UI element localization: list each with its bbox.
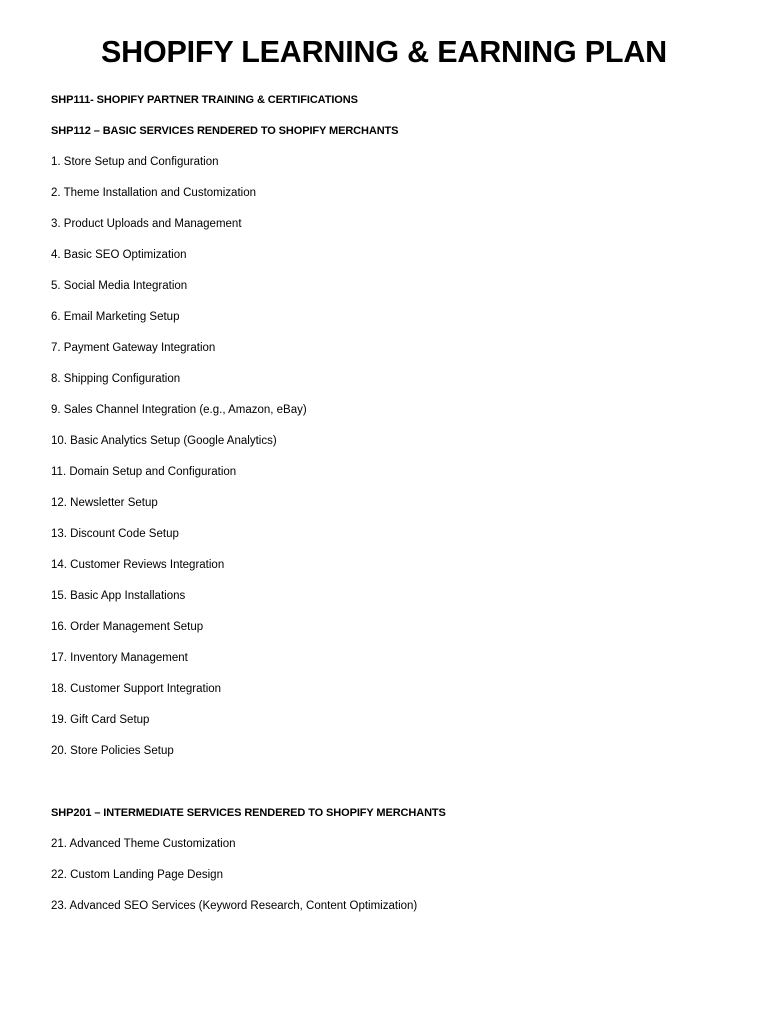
list-item: 13. Discount Code Setup bbox=[51, 528, 179, 540]
document-title: SHOPIFY LEARNING & EARNING PLAN bbox=[100, 35, 667, 69]
section-heading-shp201: SHP201 – INTERMEDIATE SERVICES RENDERED TO SHOPIFY MERCHANTS bbox=[51, 807, 446, 819]
list-item: 10. Basic Analytics Setup (Google Analytics) bbox=[51, 435, 277, 447]
section-heading-shp111: SHP111- SHOPIFY PARTNER TRAINING & CERTIFICATIONS bbox=[51, 94, 358, 106]
list-item: 23. Advanced SEO Services (Keyword Research, Content Optimization) bbox=[51, 900, 418, 912]
list-item: 6. Email Marketing Setup bbox=[51, 311, 180, 323]
list-item: 12. Newsletter Setup bbox=[51, 497, 158, 509]
list-item: 11. Domain Setup and Configuration bbox=[51, 466, 237, 478]
list-item: 17. Inventory Management bbox=[51, 652, 188, 664]
list-item: 22. Custom Landing Page Design bbox=[51, 869, 223, 881]
list-item: 3. Product Uploads and Management bbox=[51, 218, 242, 230]
list-item: 4. Basic SEO Optimization bbox=[51, 249, 187, 261]
list-item: 15. Basic App Installations bbox=[51, 590, 186, 602]
list-item: 14. Customer Reviews Integration bbox=[51, 559, 225, 571]
list-item: 20. Store Policies Setup bbox=[51, 745, 174, 757]
list-item: 7. Payment Gateway Integration bbox=[51, 342, 216, 354]
list-item: 19. Gift Card Setup bbox=[51, 714, 150, 726]
section-heading-shp112: SHP112 – BASIC SERVICES RENDERED TO SHOPIFY MERCHANTS bbox=[51, 125, 399, 137]
list-item: 2. Theme Installation and Customization bbox=[51, 187, 256, 199]
list-item: 18. Customer Support Integration bbox=[51, 683, 222, 695]
list-item: 5. Social Media Integration bbox=[51, 280, 188, 292]
list-item: 8. Shipping Configuration bbox=[51, 373, 181, 385]
list-item: 16. Order Management Setup bbox=[51, 621, 204, 633]
list-item: 21. Advanced Theme Customization bbox=[51, 838, 236, 850]
list-item: 9. Sales Channel Integration (e.g., Amazon, eBay) bbox=[51, 404, 307, 416]
list-item: 1. Store Setup and Configuration bbox=[51, 156, 219, 168]
